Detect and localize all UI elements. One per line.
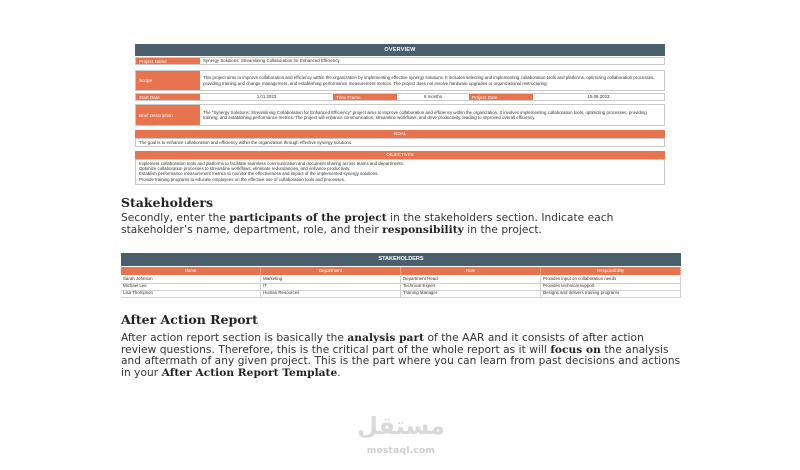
project-name-value: Synergy Solutions: Streamlining Collaboration for Enhanced Efficiency: [200, 58, 664, 64]
stakeholders-paragraph: [121, 213, 681, 236]
cell-name: Lisa Thompson: [121, 290, 261, 297]
column-header-department: Department: [261, 267, 401, 275]
brief-value: The "Synergy Solutions: Streamlining Collaboration for Enhanced Efficiency" project aims to improve collaboration and efficiency within the organization. It involves implementing collaboration tools, optimizing processes, providing training, and establishing performance metrics. The project will enhance communication, streamline workflows, and drive productivity, leading to improved overall efficiency.: [200, 105, 664, 125]
cell-role: Training Manager: [401, 290, 541, 297]
text-run: of the AAR and it consists of after action review questions. Therefore, this is the critical part of the whole report as it will: [121, 332, 644, 356]
emphasis-template: After Action Report Template: [161, 366, 338, 379]
objective-item: Establish performance measurement metrics to monitor the effectiveness and impact of the implemented synergy solutions.: [139, 171, 379, 177]
watermark-url: mostaql.com: [366, 446, 436, 456]
cell-name: Sarah Johnson: [121, 276, 261, 283]
time-frame-label: Time Frame: [333, 94, 397, 100]
time-frame-value: 6 months: [397, 94, 469, 100]
start-date-label: Start Date: [136, 94, 200, 100]
cell-responsibility: Designs and delivers training programs: [541, 290, 681, 297]
project-date-label: Project Date: [469, 94, 533, 100]
cell-department: Marketing: [261, 276, 401, 283]
emphasis-analysis-part: analysis part: [347, 332, 425, 344]
cell-responsibility: Provides technical support: [541, 283, 681, 290]
text-run: .: [337, 366, 341, 379]
objective-item: Optimize collaboration processes to streamline workflows, eliminate redundancies, and enhance productivity.: [139, 166, 351, 172]
aar-heading: After Action Report: [121, 312, 258, 327]
text-run: the analysis and aftermath of any given project. This is the part where you can learn from past decisions and actions in your: [121, 343, 681, 379]
scope-row: [135, 70, 665, 91]
cell-department: IT: [261, 283, 401, 290]
scope-value: This project aims to improve collaboration and efficiency within the organization by implementing effective synergy solutions. It includes selecting and implementing collaboration tools and platforms, optimizing collaboration processes, providing training and change management, and establishing performance measurement metrics. The project does not involve hardware upgrades or organizational restructuring.: [200, 71, 664, 90]
brief-label: Brief Description: [136, 105, 200, 125]
overview-header: OVERVIEW: [135, 44, 665, 56]
dates-row: [135, 93, 665, 101]
table-row: [121, 290, 681, 298]
aar-paragraph: [121, 333, 681, 379]
column-header-role: Role: [401, 267, 541, 275]
objectives-header: OBJECTIVES: [135, 151, 665, 159]
cell-name: Michael Lee: [121, 283, 261, 290]
text-run: in the stakeholders section. Indicate each stakeholder’s name, department, role, and their: [121, 212, 614, 236]
objectives-list: [135, 159, 665, 185]
cell-department: Human Resources: [261, 290, 401, 297]
goal-value: The goal is to enhance collaboration and efficiency within the organization through effective synergy solutions.: [135, 138, 665, 147]
cell-responsibility: Provides input on collaboration needs: [541, 276, 681, 283]
emphasis-focus-on: focus on: [550, 343, 601, 356]
start-date-value: 1.01.2023: [200, 94, 333, 100]
stakeholders-heading: Stakeholders: [121, 195, 214, 210]
objective-item: Provide training programs to educate employees on the effective use of collaboration tools and processes.: [139, 176, 346, 182]
watermark-logo: مستقل: [357, 412, 445, 440]
column-header-name: Name: [121, 267, 261, 275]
brief-row: [135, 104, 665, 126]
scope-label: Scope: [136, 71, 200, 90]
project-name-row: [135, 57, 665, 65]
stakeholders-columns: [121, 267, 681, 275]
text-run: in the project.: [463, 223, 542, 236]
goal-header: GOAL: [135, 130, 665, 138]
objective-item: Implement collaboration tools and platforms to facilitate seamless communication and document sharing across teams and departments.: [139, 161, 405, 166]
emphasis-responsibility: responsibility: [382, 223, 464, 236]
stakeholders-table-header: STAKEHOLDERS: [121, 253, 681, 266]
cell-role: Department Head: [401, 276, 541, 283]
cell-role: Technical Expert: [401, 283, 541, 290]
text-run: Secondly, enter the: [121, 212, 230, 224]
column-header-responsibility: Responsibility: [541, 267, 681, 275]
project-date-value: 15.06.2023: [533, 94, 664, 100]
emphasis-participants: participants of the project: [229, 212, 387, 224]
text-run: After action report section is basically the: [121, 332, 348, 344]
project-name-label: Project Name: [136, 58, 200, 64]
